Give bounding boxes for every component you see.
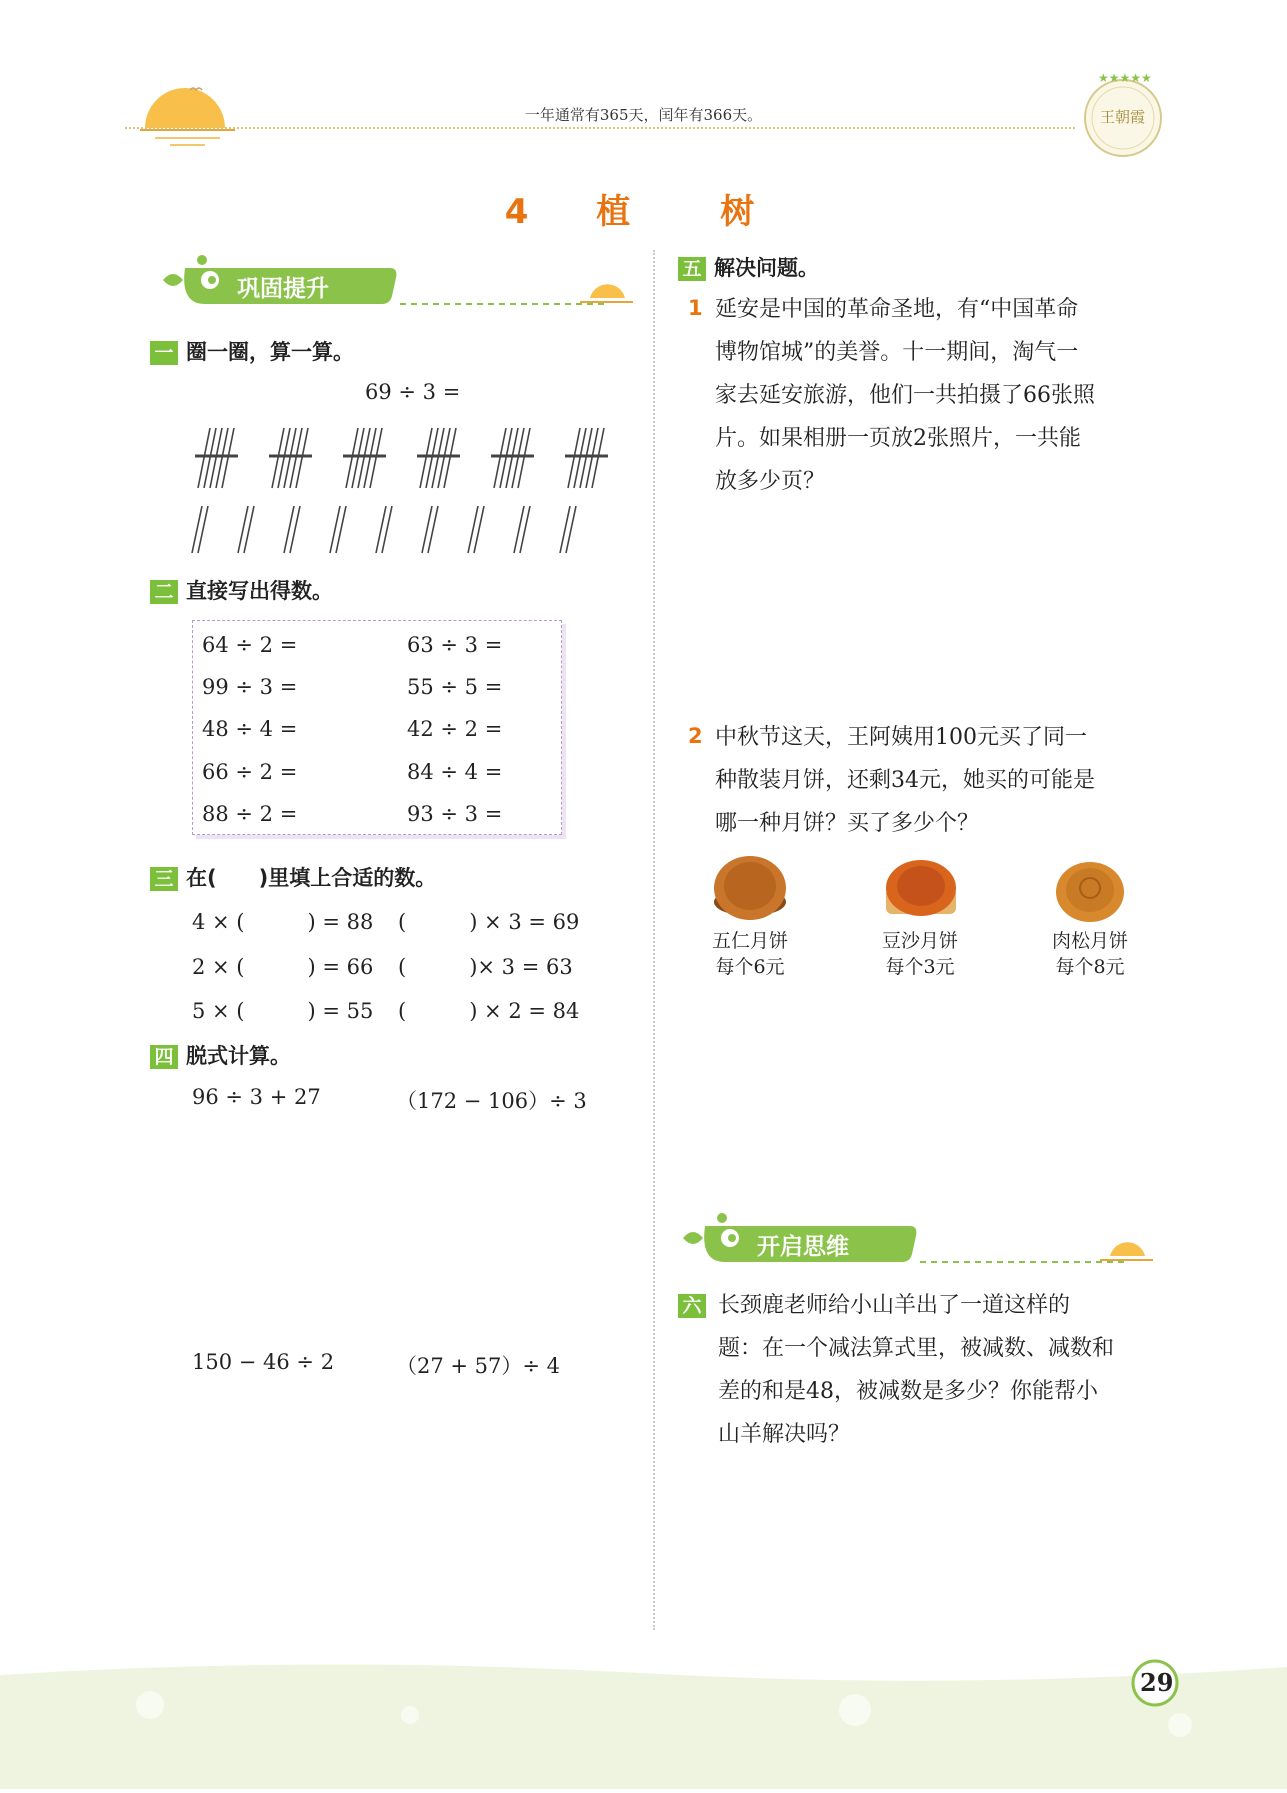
section-2-heading bbox=[150, 575, 333, 605]
logo-text: 王朝霞 bbox=[1100, 108, 1146, 126]
mooncake-label bbox=[850, 928, 990, 980]
question-1-text bbox=[715, 288, 1165, 503]
text-line: 家去延安旅游，他们一共拍摄了66张照 bbox=[715, 383, 1095, 408]
section-badge: 二 bbox=[150, 580, 178, 604]
text-line: 片。如果相册一页放2张照片，一共能 bbox=[715, 426, 1081, 451]
mooncake-image bbox=[710, 852, 790, 928]
question-number: 1 bbox=[688, 296, 703, 320]
text-line: 山羊解决吗？ bbox=[718, 1422, 851, 1447]
section-label: 脱式计算。 bbox=[186, 1044, 291, 1068]
section-label: 解决问题。 bbox=[714, 256, 819, 280]
section-1-heading bbox=[150, 336, 354, 366]
question-2-text bbox=[715, 716, 1165, 845]
publisher-logo bbox=[1078, 70, 1168, 164]
fill-blank-item: 2 × ( ) = 66 bbox=[192, 955, 374, 979]
calc-item: 84 ÷ 4 = bbox=[407, 760, 503, 784]
step-calc-item: 96 ÷ 3 + 27 bbox=[192, 1085, 321, 1109]
sticks-bundles-illustration bbox=[190, 418, 630, 562]
calc-item: 55 ÷ 5 = bbox=[407, 675, 503, 699]
section-banner-consolidate bbox=[155, 250, 635, 310]
section-3-heading bbox=[150, 862, 436, 892]
text-line: 哪一种月饼？买了多少个？ bbox=[715, 811, 980, 836]
mooncake-name: 肉松月饼 bbox=[1051, 930, 1128, 952]
mooncake-name: 豆沙月饼 bbox=[881, 930, 958, 952]
text-line: 延安是中国的革命圣地，有“中国革命 bbox=[715, 297, 1079, 322]
section-label: 在( )里填上合适的数。 bbox=[186, 866, 437, 890]
footer-decoration bbox=[0, 1655, 1287, 1789]
section-badge: 一 bbox=[150, 341, 178, 365]
column-divider bbox=[653, 250, 655, 1630]
page-number: 29 bbox=[1140, 1668, 1174, 1697]
mooncake-name: 五仁月饼 bbox=[711, 930, 788, 952]
fill-blank-item: 4 × ( ) = 88 bbox=[192, 910, 374, 934]
section-banner-thinking bbox=[675, 1208, 1155, 1268]
section-badge: 三 bbox=[150, 867, 178, 891]
section-badge: 六 bbox=[678, 1294, 706, 1318]
section-6-badge bbox=[678, 1293, 714, 1318]
mooncake-label bbox=[1020, 928, 1160, 980]
mooncake-price: 每个6元 bbox=[715, 956, 785, 978]
calc-item: 88 ÷ 2 = bbox=[202, 802, 298, 826]
step-calc-item: （172 − 106）÷ 3 bbox=[396, 1089, 587, 1113]
step-calc-item: 150 − 46 ÷ 2 bbox=[192, 1350, 335, 1374]
fill-blank-item: ( ) × 3 = 69 bbox=[398, 910, 580, 934]
fill-blank-item: ( ) × 2 = 84 bbox=[398, 999, 580, 1023]
mooncake-label bbox=[680, 928, 820, 980]
calc-item: 63 ÷ 3 = bbox=[407, 633, 503, 657]
page-title: 4 植 树 bbox=[504, 192, 783, 232]
text-line: 题：在一个减法算式里，被减数、减数和 bbox=[718, 1336, 1115, 1361]
text-line: 种散装月饼，还剩34元，她买的可能是 bbox=[715, 768, 1095, 793]
text-line: 长颈鹿老师给小山羊出了一道这样的 bbox=[718, 1293, 1071, 1318]
mooncake-image bbox=[1054, 852, 1126, 928]
calc-item: 48 ÷ 4 = bbox=[202, 717, 298, 741]
section-label: 直接写出得数。 bbox=[186, 579, 333, 603]
section-4-heading bbox=[150, 1040, 291, 1070]
question-number: 2 bbox=[688, 724, 703, 748]
section-label: 圈一圈，算一算。 bbox=[186, 340, 354, 364]
mooncake-price: 每个3元 bbox=[885, 956, 955, 978]
header-rule bbox=[125, 127, 1075, 129]
s1-equation: 69 ÷ 3 = bbox=[365, 380, 461, 404]
section-5-heading bbox=[678, 252, 819, 282]
svg-text:★★★★★: ★★★★★ bbox=[1098, 71, 1152, 85]
text-line: 差的和是48，被减数是多少？你能帮小 bbox=[718, 1379, 1098, 1404]
text-line: 放多少页？ bbox=[715, 469, 826, 494]
question-6-text bbox=[718, 1284, 1168, 1456]
calc-item: 64 ÷ 2 = bbox=[202, 633, 298, 657]
step-calc-item: （27 + 57）÷ 4 bbox=[396, 1354, 561, 1378]
fill-blank-item: ( )× 3 = 63 bbox=[398, 955, 573, 979]
header-tagline: 一年通常有365天，闰年有366天。 bbox=[524, 106, 763, 124]
fill-blank-item: 5 × ( ) = 55 bbox=[192, 999, 374, 1023]
calc-item: 66 ÷ 2 = bbox=[202, 760, 298, 784]
banner-label: 巩固提升 bbox=[237, 276, 329, 302]
banner-label: 开启思维 bbox=[757, 1234, 849, 1260]
mooncake-image bbox=[882, 852, 960, 928]
calc-item: 42 ÷ 2 = bbox=[407, 717, 503, 741]
mooncake-price: 每个8元 bbox=[1055, 956, 1125, 978]
section-badge: 五 bbox=[678, 257, 706, 281]
text-line: 中秋节这天，王阿姨用100元买了同一 bbox=[715, 725, 1087, 750]
calc-item: 99 ÷ 3 = bbox=[202, 675, 298, 699]
text-line: 博物馆城”的美誉。十一期间，淘气一 bbox=[715, 340, 1079, 365]
calc-item: 93 ÷ 3 = bbox=[407, 802, 503, 826]
section-badge: 四 bbox=[150, 1045, 178, 1069]
